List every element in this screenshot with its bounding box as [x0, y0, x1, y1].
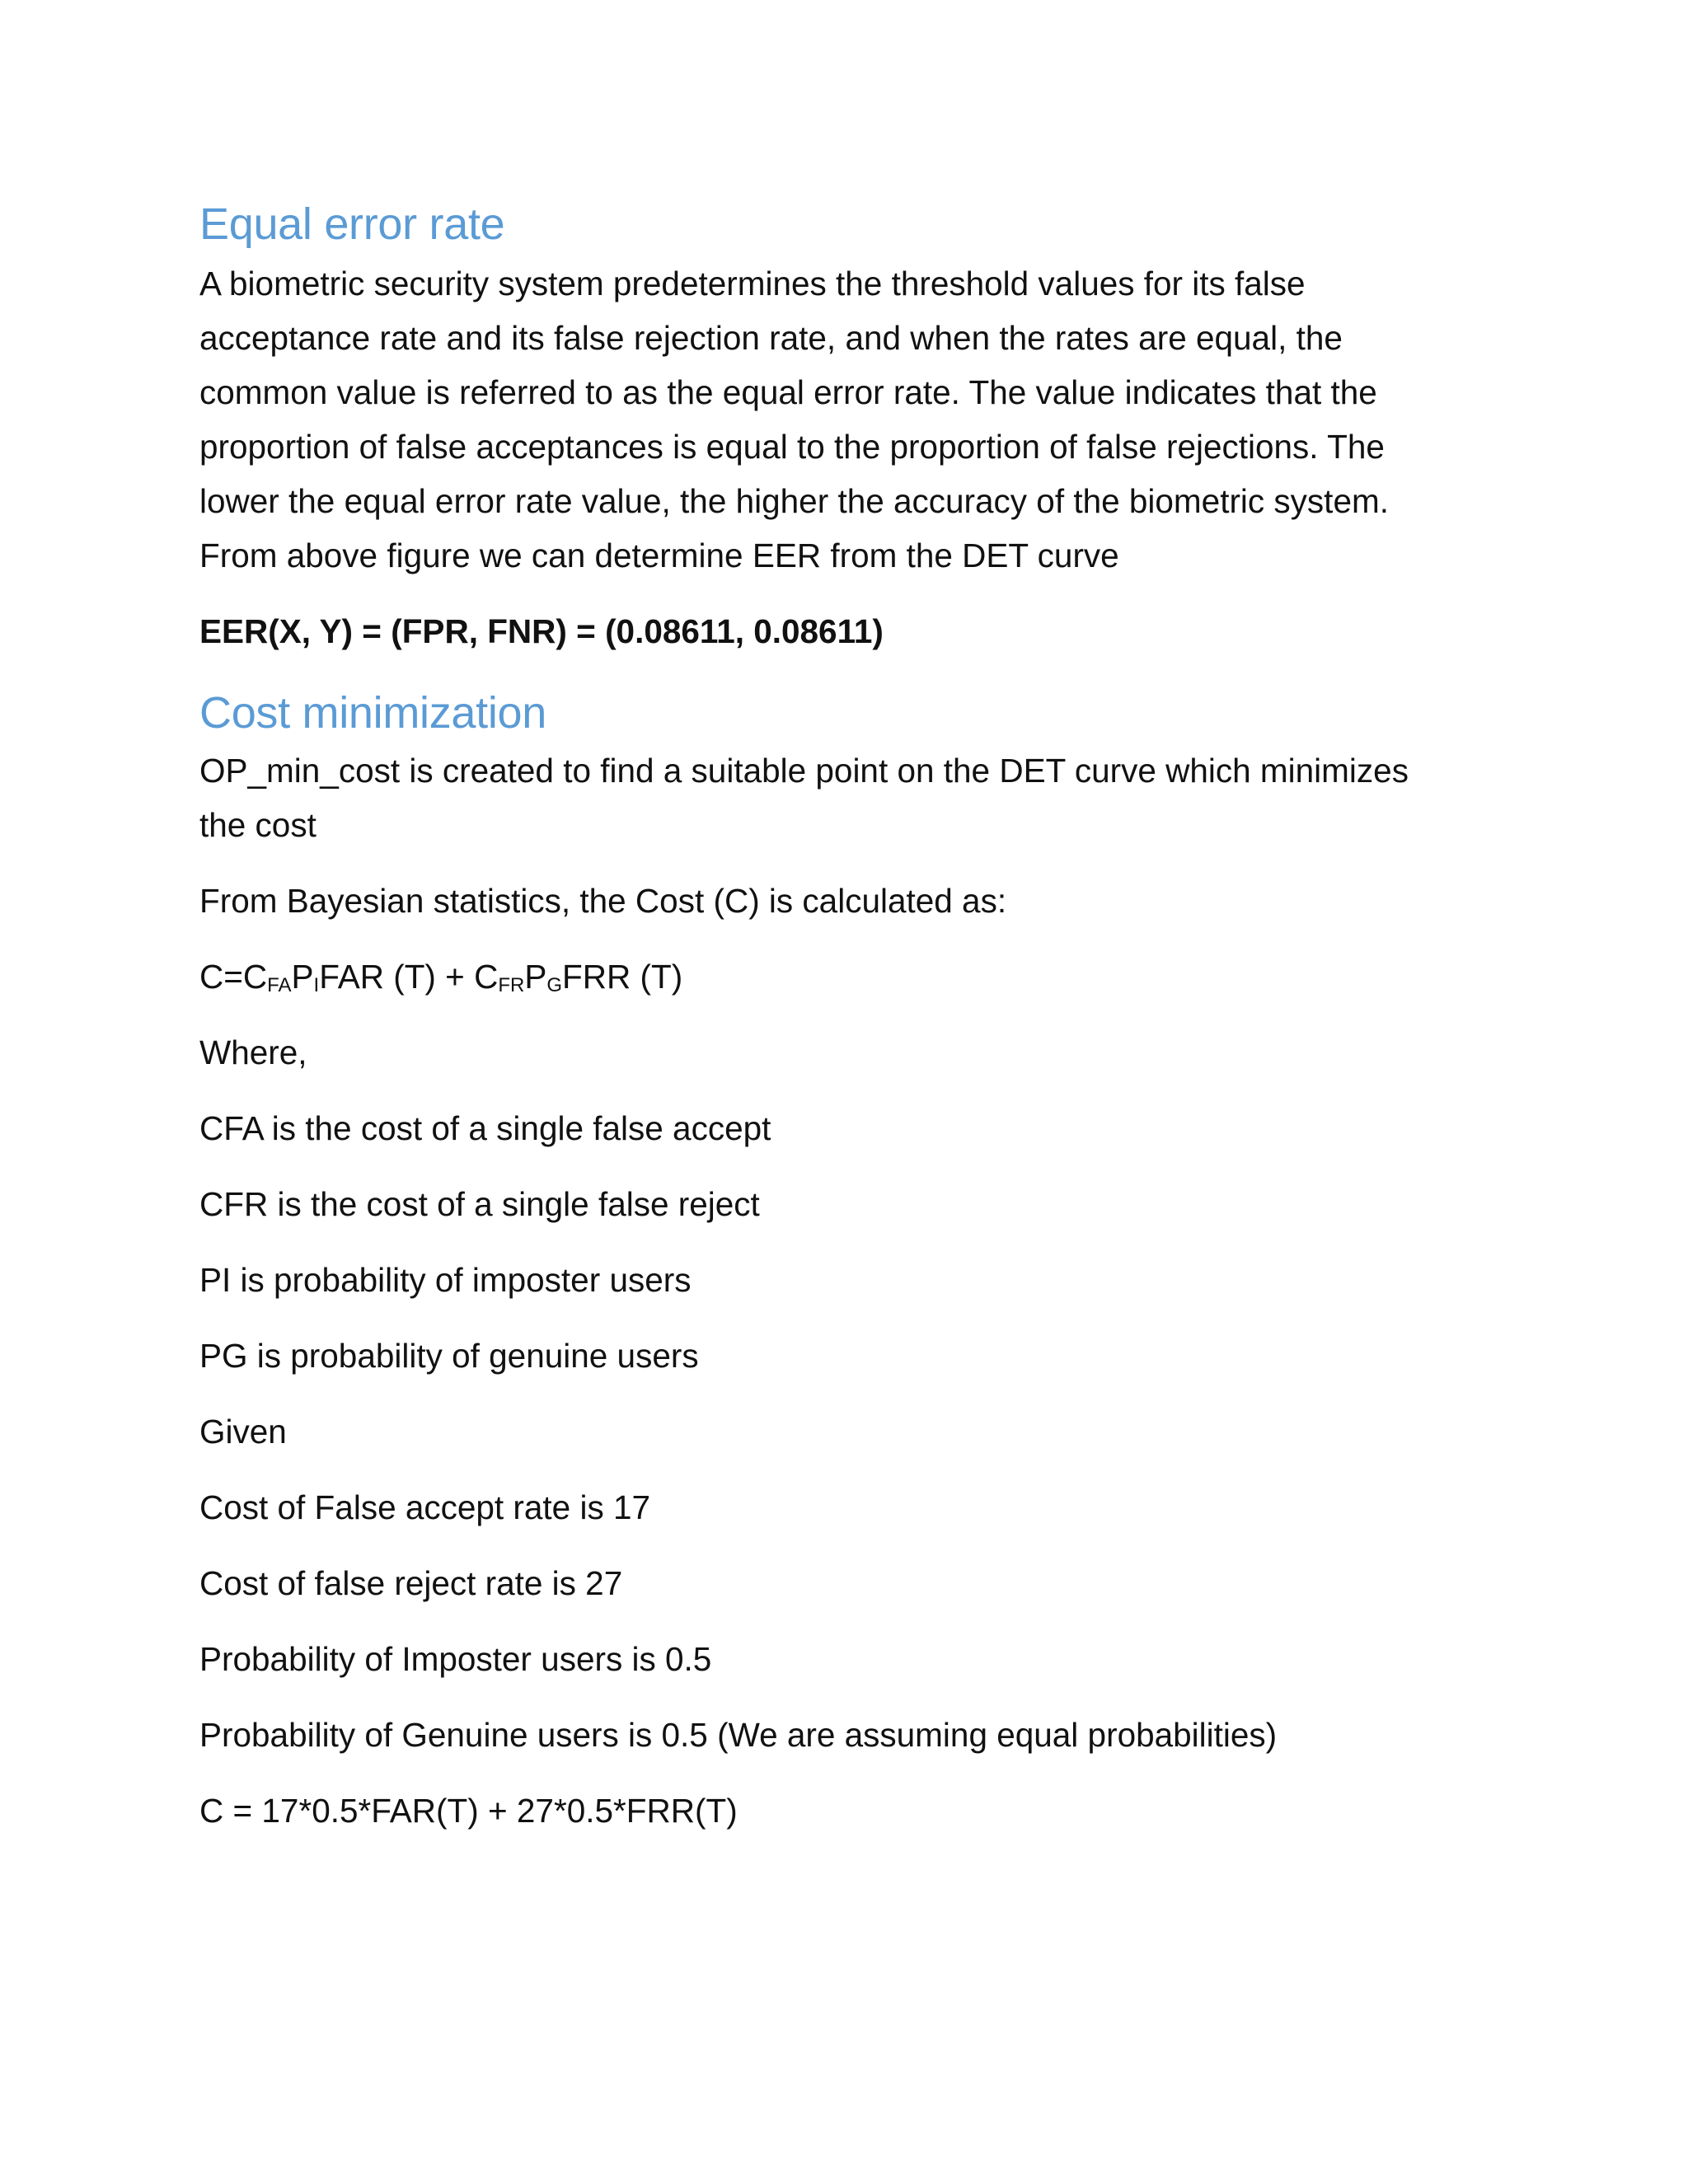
- heading-cost-minimization: Cost minimization: [199, 687, 547, 738]
- paragraph-line: the cost: [199, 805, 316, 844]
- paragraph-line: acceptance rate and its false rejection rate, and when the rates are equal, the: [199, 318, 1343, 357]
- paragraph-line: common value is referred to as the equal error rate. The value indicates that the: [199, 373, 1377, 411]
- cost-intro: [199, 743, 1510, 852]
- paragraph-line: From above figure we can determine EER from the DET curve: [199, 536, 1119, 574]
- given-value-line: Probability of Imposter users is 0.5: [199, 1639, 712, 1678]
- given-value-line: Cost of False accept rate is 17: [199, 1488, 651, 1526]
- formula-part: C=C: [199, 957, 268, 996]
- paragraph-line: OP_min_cost is created to find a suitable point on the DET curve which minimizes: [199, 751, 1409, 790]
- eer-paragraph: [199, 256, 1510, 583]
- definition-line: CFA is the cost of a single false accept: [199, 1108, 771, 1147]
- eer-value-line: EER(X, Y) = (FPR, FNR) = (0.08611, 0.08611): [199, 612, 884, 650]
- definition-line: PG is probability of genuine users: [199, 1336, 699, 1375]
- formula-part: FRR (T): [562, 957, 683, 996]
- given-line: Given: [199, 1412, 287, 1451]
- paragraph-line: proportion of false acceptances is equal to the proportion of false rejections. The: [199, 427, 1385, 466]
- given-value-line: Cost of false reject rate is 27: [199, 1563, 623, 1602]
- cost-formula: [199, 949, 1510, 1004]
- definition-line: CFR is the cost of a single false reject: [199, 1184, 760, 1223]
- formula-part: FAR (T) + C: [319, 957, 499, 996]
- where-line: Where,: [199, 1033, 307, 1071]
- formula-subscript: FA: [267, 973, 292, 996]
- definition-line: PI is probability of imposter users: [199, 1260, 692, 1299]
- formula-subscript: G: [546, 973, 563, 996]
- heading-equal-error-rate: Equal error rate: [199, 199, 505, 249]
- paragraph-line: lower the equal error rate value, the higher the accuracy of the biometric system.: [199, 481, 1389, 520]
- given-value-line: Probability of Genuine users is 0.5 (We are assuming equal probabilities): [199, 1715, 1278, 1754]
- final-cost-formula: C = 17*0.5*FAR(T) + 27*0.5*FRR(T): [199, 1791, 738, 1830]
- formula-part: P: [524, 957, 547, 996]
- document-content: [199, 198, 1510, 1838]
- formula-subscript: I: [313, 973, 320, 996]
- bayes-line: From Bayesian statistics, the Cost (C) is calculated as:: [199, 881, 1007, 920]
- formula-subscript: FR: [498, 973, 525, 996]
- cost-section: [199, 687, 1510, 1838]
- formula-part: P: [291, 957, 314, 996]
- paragraph-line: A biometric security system predetermines the threshold values for its false: [199, 264, 1306, 302]
